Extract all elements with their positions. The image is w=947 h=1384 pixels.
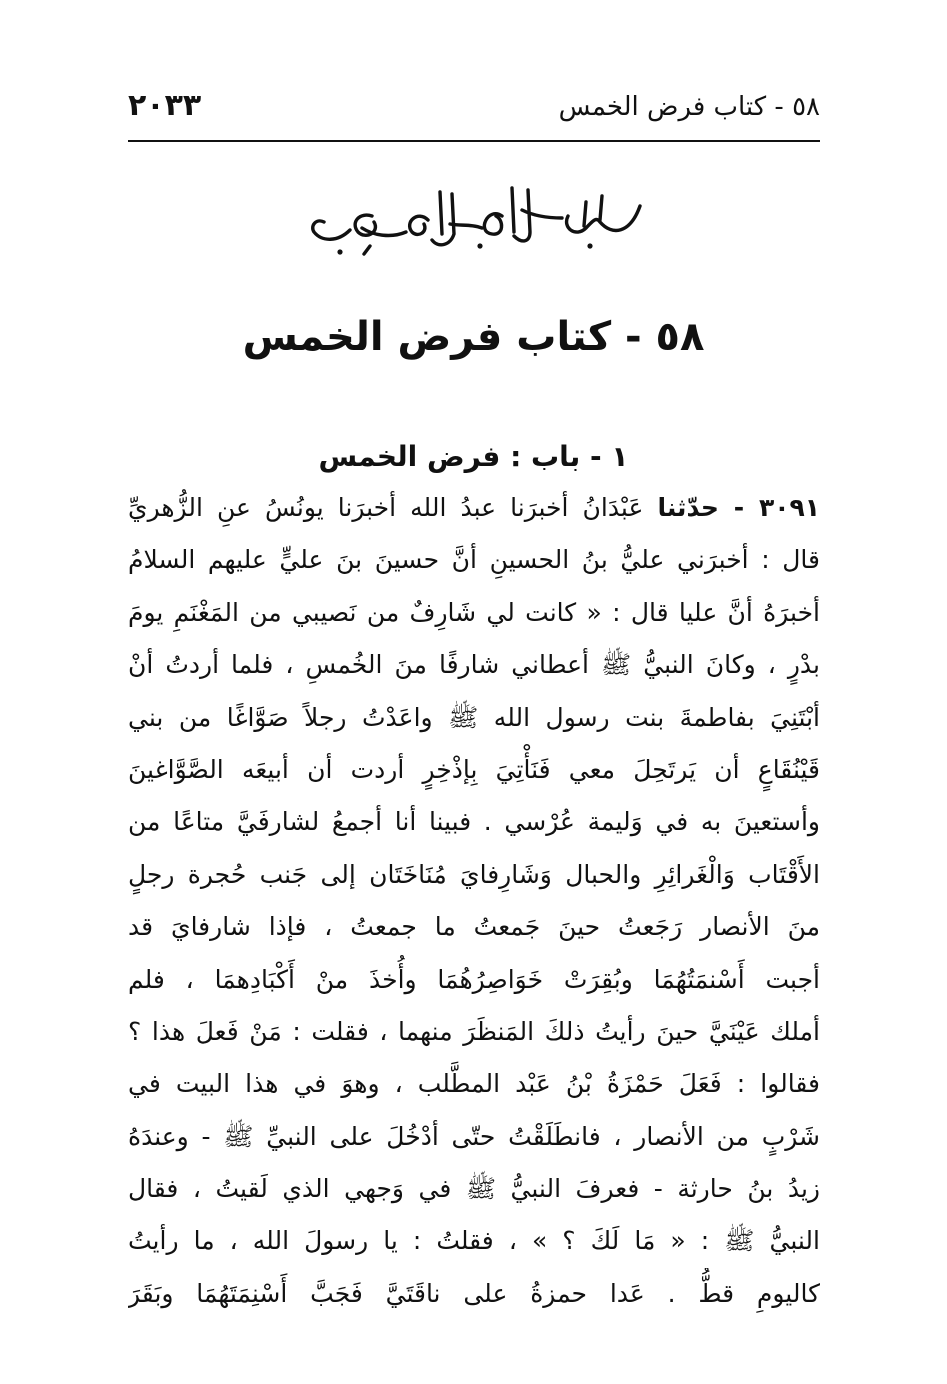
basmala-calligraphy [300,176,650,266]
hadith-line-11: أملك عَيْنَيَّ حينَ رأيتُ ذلكَ المَنظَرَ منهما ، فقلت : مَنْ فَعلَ هذا ؟ [128,1016,820,1046]
running-title: ٥٨ - كتاب فرض الخمس [558,92,820,122]
hadith-line-1 [128,482,820,534]
hadith-line-16: كاليومِ قطُّ . عَدا حمزةُ على ناقَتَيَّ فَجَبَّ أَسْنِمَتَهُمَا وبَقَرَ [128,1278,820,1308]
hadith-line-4: بدْرٍ ، وكانَ النبيُّ ﷺ أعطاني شارفًا منَ الخُمسِ ، فلما أردتُ أنْ [128,650,820,680]
hadith-line-10: أجبت أَسْنمَتُهُمَا وبُقِرَتْ خَوَاصِرُهُمَا وأُخذَ منْ أَكْبَادِهمَا ، فلم [128,964,820,994]
page-number: ٢٠٣٣ [128,88,202,123]
hadith-first-line-rest: عَبْدَانُ أخبرَنا عبدُ الله أخبرَنا يونُسُ عنِ الزُّهريِّ [128,493,658,522]
running-header [128,88,820,132]
hadith-line-12: فقالوا : فَعَلَ حَمْزَةُ بْنُ عَبْد المطَّلب ، وهوَ في هذا البيت في [128,1069,820,1099]
hadith-line-7: وأستعينَ به في وَليمة عُرْسي . فبينا أنا أجمعُ لشارفَيَّ متاعًا من [128,807,820,837]
header-rule [128,140,820,142]
hadith-line-8: الأَقْتَاب وَالْغَرائِرِ والحبال وَشَارِفايَ مُنَاخَتَان إلى جَنب حُجرة رجلٍ [128,859,820,889]
hadith-line-2: قال : أخبرَني عليُّ بنُ الحسينِ أنَّ حسينَ بنَ عليٍّ عليهم السلامُ [128,545,820,575]
hadith-line-6: قَيْنُقَاعٍ أن يَرتَحِلَ معي فَنَأْتِيَ بِإذْخِرٍ أردت أن أبيعَه الصَّوَّاغينَ [128,754,820,784]
hadith-text [128,482,820,1320]
hadith-number-lead: ٣٠٩١ - حدّثنا [657,493,820,522]
hadith-line-5: أبْتَنِيَ بفاطمةَ بنت رسول الله ﷺ واعَدْتُ رجلاً صَوَّاغًا من بني [128,702,820,732]
hadith-line-3: أخبرَهُ أنَّ عليا قال : « كانت لي شَارِفٌ من نَصيبي من المَغْنَمِ يومَ [128,597,820,627]
book-title: ٥٨ - كتاب فرض الخمس [242,314,705,360]
hadith-line-13: شَرْبٍ من الأنصار ، فانطَلَقْتُ حتّى أدْخُلَ على النبيِّ ﷺ - وعندَهُ [128,1121,820,1151]
hadith-line-9: منَ الأنصار رَجَعتُ حينَ جَمعتُ ما جمعتُ ، فإذا شارفايَ قد [128,912,820,942]
chapter-heading: ١ - باب : فرض الخمس [318,440,629,473]
hadith-line-14: زيدُ بنُ حارثة - فعرفَ النبيُّ ﷺ في وَجهي الذي لَقيتُ ، فقال [128,1174,820,1204]
hadith-line-15: النبيُّ ﷺ : « مَا لَكَ ؟ » ، فقلتُ : يا رسولَ الله ، ما رأيتُ [128,1226,820,1256]
